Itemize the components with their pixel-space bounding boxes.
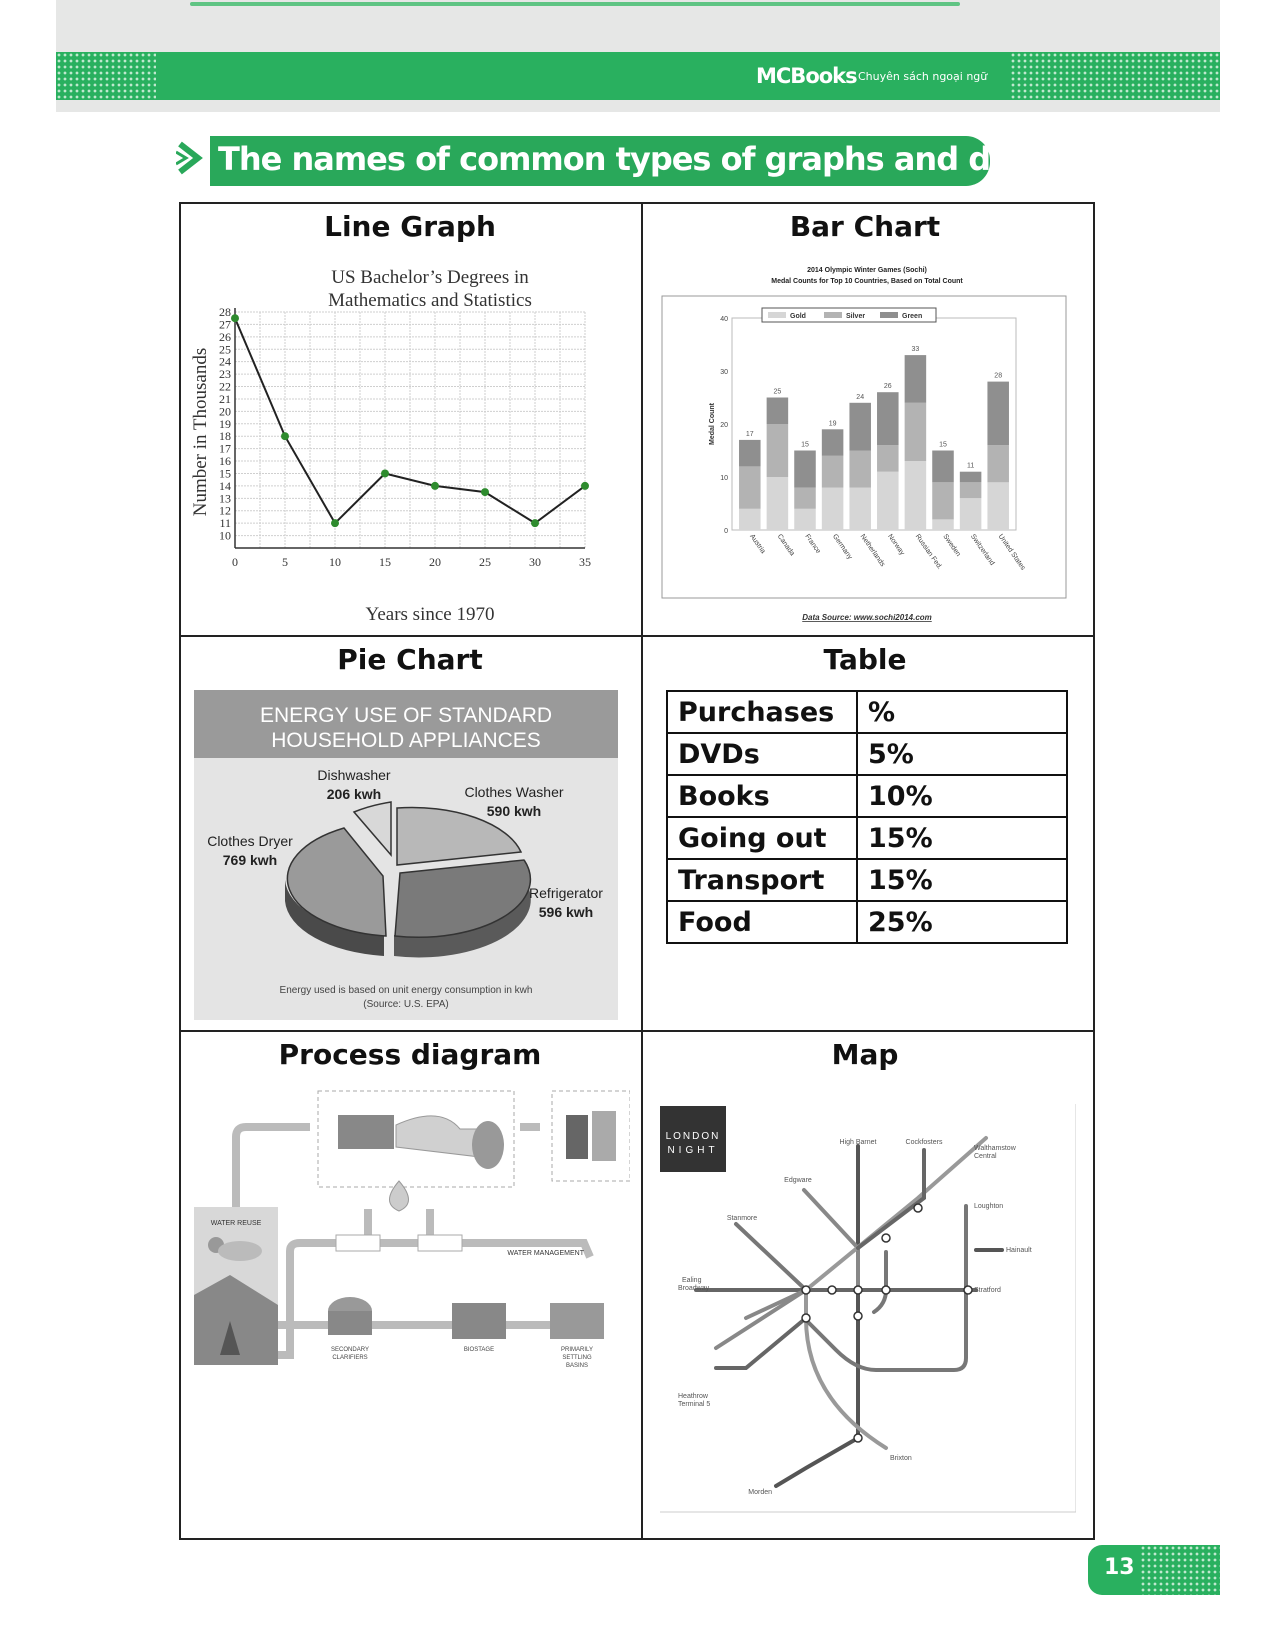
- map-logo-line-2: NIGHT: [667, 1145, 719, 1156]
- bar-segment: [932, 482, 954, 519]
- x-tick-label: 25: [479, 555, 491, 569]
- pie-value-refrigerator: 596 kwh: [538, 904, 594, 920]
- table-cell: 15%: [857, 817, 1067, 859]
- y-tick-label: 18: [219, 429, 231, 444]
- line-stanmore: [736, 1224, 806, 1290]
- legend-swatch: [880, 312, 898, 318]
- table-cell: Food: [667, 901, 857, 943]
- y-tick-label: 10: [720, 475, 728, 482]
- interchange-b: [828, 1286, 836, 1294]
- bar-segment: [739, 466, 761, 508]
- y-tick-label: 10: [219, 528, 231, 543]
- line-graph-title-2: Mathematics and Statistics: [328, 290, 532, 311]
- x-tick-label: Russian Fed.: [913, 533, 944, 571]
- legend-swatch: [768, 312, 786, 318]
- table-cell: 5%: [857, 733, 1067, 775]
- table-cell: Going out: [667, 817, 857, 859]
- cell-title-line-graph: Line Graph: [324, 210, 496, 243]
- product-box: [552, 1091, 630, 1181]
- title-chevron-icon: [176, 138, 206, 178]
- y-tick-label: 21: [219, 391, 231, 406]
- interchange-h: [914, 1204, 922, 1212]
- pie-value-clothes-dryer: 769 kwh: [222, 852, 278, 868]
- table-row: [667, 859, 1067, 901]
- bar-segment: [794, 451, 816, 488]
- station-walthamstow-2: Central: [974, 1153, 997, 1160]
- table-cell: 10%: [857, 775, 1067, 817]
- y-tick-label: 12: [219, 503, 231, 518]
- cell-title-map: Map: [831, 1038, 899, 1071]
- table-cell: Transport: [667, 859, 857, 901]
- x-tick-label: Germany: [830, 533, 854, 561]
- sensor-1: [336, 1235, 380, 1251]
- label-secondary-1: SECONDARY: [331, 1347, 369, 1353]
- bar-segment: [849, 403, 871, 451]
- data-point: [531, 519, 539, 527]
- pie-label-clothes-washer: Clothes Washer: [464, 784, 564, 800]
- brand-tagline: Chuyên sách ngoại ngữ: [858, 70, 988, 83]
- header-dot-pattern-right: [1010, 52, 1220, 100]
- data-point: [381, 469, 389, 477]
- cell-title-bar-chart: Bar Chart: [789, 210, 941, 243]
- y-tick-label: 14: [219, 478, 231, 493]
- cell-title-table: Table: [823, 643, 907, 676]
- footer-dot-pattern: [1140, 1545, 1220, 1595]
- table-row: [667, 817, 1067, 859]
- bar-total-label: 11: [966, 462, 975, 470]
- tube-map: [656, 1098, 1076, 1518]
- y-tick-label: 23: [219, 367, 231, 382]
- bar-segment: [849, 451, 871, 488]
- x-tick-label: France: [803, 533, 822, 556]
- bar-total-label: 24: [856, 393, 865, 401]
- line-graph-ylabel: Number in Thousands: [190, 347, 211, 517]
- bar-segment: [905, 355, 927, 403]
- interchange-e: [854, 1312, 862, 1320]
- y-tick-label: 22: [219, 379, 231, 394]
- data-point: [481, 488, 489, 496]
- header-dot-pattern-left: [56, 52, 156, 100]
- bar-segment: [960, 472, 982, 483]
- x-tick-label: 20: [429, 555, 441, 569]
- legend-entry: Green: [902, 313, 923, 320]
- y-tick-label: 0: [724, 528, 728, 535]
- legend-swatch: [824, 312, 842, 318]
- station-high-barnet: High Barnet: [839, 1139, 877, 1146]
- pie-label-clothes-dryer: Clothes Dryer: [207, 833, 293, 849]
- bar-segment: [987, 482, 1009, 530]
- map-interchanges: [802, 1204, 972, 1442]
- line-graph-title-1: US Bachelor’s Degrees in: [331, 267, 529, 288]
- table-header-row: [667, 691, 1067, 733]
- interchange-c: [854, 1286, 862, 1294]
- clarifier-body: [328, 1311, 372, 1335]
- station-heathrow-2: Terminal 5: [678, 1401, 711, 1408]
- product-1: [566, 1115, 588, 1159]
- interchange-i: [854, 1434, 862, 1442]
- bar-segment: [877, 392, 899, 445]
- bar-segment: [932, 451, 954, 483]
- pie-value-dishwasher: 206 kwh: [326, 786, 382, 802]
- data-point: [581, 482, 589, 490]
- station-morden: Morden: [748, 1489, 772, 1496]
- bar-total-label: 28: [994, 372, 1003, 380]
- y-tick-label: 16: [219, 454, 231, 469]
- table-cell: 25%: [857, 901, 1067, 943]
- station-cockfosters: Cockfosters: [905, 1139, 943, 1146]
- map-lines: [696, 1138, 1002, 1486]
- bar-segment: [739, 509, 761, 530]
- x-tick-label: Netherlands: [858, 533, 886, 569]
- pipe-drop: [368, 1209, 430, 1235]
- table-header-cell: %: [857, 691, 1067, 733]
- bar-segment: [987, 445, 1009, 482]
- legend-entry: Silver: [846, 313, 866, 320]
- y-tick-label: 30: [720, 369, 728, 376]
- factory-machine: [338, 1115, 394, 1149]
- bar-segment: [767, 424, 789, 477]
- station-ealing-2: Broadway: [678, 1285, 710, 1292]
- x-tick-label: 30: [529, 555, 541, 569]
- legend-entry: Gold: [790, 313, 806, 320]
- x-tick-label: 15: [379, 555, 391, 569]
- sensor-2: [418, 1235, 462, 1251]
- table-row: [667, 901, 1067, 943]
- cell-title-process: Process diagram: [278, 1038, 542, 1071]
- x-tick-label: 0: [232, 555, 238, 569]
- bar-chart-title: 2014 Olympic Winter Games (Sochi): [807, 267, 927, 274]
- bar-segment: [767, 398, 789, 425]
- pipe-loop: [270, 1243, 590, 1355]
- bar-segment: [822, 456, 844, 488]
- x-tick-label: 5: [282, 555, 288, 569]
- bar-segment: [767, 477, 789, 530]
- station-brixton: Brixton: [890, 1455, 912, 1462]
- label-secondary-2: CLARIFIERS: [332, 1355, 368, 1361]
- line-piccadilly: [874, 1252, 886, 1312]
- interchange-stratford: [964, 1286, 972, 1294]
- data-point: [231, 314, 239, 322]
- table-header-cell: Purchases: [667, 691, 857, 733]
- station-edgware: Edgware: [784, 1177, 812, 1184]
- y-tick-label: 27: [219, 317, 231, 332]
- station-walthamstow-1: Walthamstow: [974, 1145, 1016, 1152]
- pie-label-dishwasher: Dishwasher: [317, 767, 391, 783]
- factory-roll: [472, 1121, 504, 1169]
- cloud-icon: [218, 1241, 262, 1261]
- x-tick-label: Switzerland: [968, 533, 996, 567]
- water-drop-icon: [390, 1181, 409, 1211]
- interchange-f: [802, 1314, 810, 1322]
- page-number: 13: [1104, 1555, 1135, 1580]
- y-tick-label: 13: [219, 491, 231, 506]
- grid-divider-vertical: [641, 202, 643, 1540]
- y-tick-label: 40: [720, 316, 728, 323]
- x-tick-label: Sweden: [941, 533, 962, 558]
- y-tick-label: 17: [219, 441, 231, 456]
- y-tick-label: 20: [219, 404, 231, 419]
- bar-total-label: 19: [828, 420, 837, 428]
- x-tick-label: United States: [996, 533, 1027, 572]
- bar-total-label: 33: [911, 346, 920, 354]
- bar-segment: [932, 519, 954, 530]
- x-tick-label: Canada: [775, 533, 796, 558]
- station-heathrow-1: Heathrow: [678, 1393, 708, 1400]
- biostage-icon: [452, 1303, 506, 1339]
- x-tick-label: 35: [579, 555, 591, 569]
- line-graph-xlabel: Years since 1970: [365, 604, 495, 625]
- product-2: [592, 1111, 616, 1161]
- line-graph: [190, 256, 630, 626]
- station-ealing-1: Ealing: [682, 1277, 702, 1284]
- label-primary-3: BASINS: [565, 1363, 589, 1369]
- factory-paper: [396, 1116, 480, 1157]
- bar-segment: [794, 488, 816, 509]
- pie-label-refrigerator: Refrigerator: [529, 885, 603, 901]
- label-primary-2: SETTLING: [562, 1355, 592, 1361]
- bar-segment: [905, 403, 927, 461]
- label-water-management: WATER MANAGEMENT: [507, 1250, 584, 1257]
- table-row: [667, 733, 1067, 775]
- bar-segment: [877, 445, 899, 472]
- bar-total-label: 17: [745, 430, 754, 438]
- line-branch: [746, 1190, 858, 1318]
- purchases-table: [666, 690, 1068, 944]
- bar-total-label: 15: [939, 441, 947, 449]
- y-tick-label: 11: [219, 516, 231, 531]
- data-point: [281, 432, 289, 440]
- bar-segment: [794, 509, 816, 530]
- map-logo-line-1: LONDON: [665, 1131, 721, 1142]
- line-graph-grid: [235, 312, 585, 548]
- y-tick-label: 15: [219, 466, 231, 481]
- y-tick-label: 25: [219, 342, 231, 357]
- y-tick-label: 24: [219, 354, 231, 369]
- bar-total-label: 15: [801, 441, 809, 449]
- pie-chart: [194, 690, 618, 1020]
- table-cell: DVDs: [667, 733, 857, 775]
- pie-title-1: ENERGY USE OF STANDARD: [259, 704, 553, 727]
- table-row: [667, 775, 1067, 817]
- x-tick-label: Austria: [748, 533, 767, 556]
- bar-segment: [739, 440, 761, 467]
- line-heathrow: [716, 1318, 806, 1368]
- line-morden: [776, 1438, 858, 1486]
- label-primary-1: PRIMARILY: [561, 1347, 593, 1353]
- y-tick-label: 20: [720, 422, 728, 429]
- grid-divider-row1: [179, 635, 1095, 637]
- bar-segment: [877, 472, 899, 530]
- table-cell: 15%: [857, 859, 1067, 901]
- label-water-reuse: WATER REUSE: [210, 1220, 262, 1227]
- label-biostage: BIOSTAGE: [463, 1347, 495, 1353]
- y-tick-label: 28: [219, 305, 231, 319]
- station-loughton: Loughton: [974, 1203, 1004, 1210]
- grid-divider-row2: [179, 1030, 1095, 1032]
- interchange-a: [802, 1286, 810, 1294]
- bar-segment: [822, 429, 844, 456]
- pie-footnote-1: Energy used is based on unit energy consumption in kwh: [279, 985, 533, 996]
- bar-chart: [652, 262, 1082, 630]
- line-west: [716, 1290, 806, 1348]
- y-tick-label: 19: [219, 416, 231, 431]
- bar-segment: [960, 482, 982, 498]
- table-cell: Books: [667, 775, 857, 817]
- x-tick-label: 10: [329, 555, 341, 569]
- bar-chart-legend: [762, 308, 936, 322]
- bar-segment: [905, 461, 927, 530]
- x-tick-label: Norway: [886, 533, 906, 557]
- header-accent-line: [190, 2, 960, 6]
- cell-title-pie-chart: Pie Chart: [337, 643, 483, 676]
- bar-chart-subtitle: Medal Counts for Top 10 Countries, Based on Total Count: [771, 278, 963, 285]
- process-pipes: [236, 1127, 590, 1355]
- interchange-g: [882, 1234, 890, 1242]
- station-stanmore: Stanmore: [726, 1215, 758, 1222]
- pie-footnote-2: (Source: U.S. EPA): [363, 999, 449, 1010]
- bar-total-label: 25: [773, 388, 782, 396]
- y-tick-label: 26: [219, 329, 231, 344]
- process-diagram: [190, 1085, 630, 1385]
- bar-segment: [960, 498, 982, 530]
- interchange-d: [882, 1286, 890, 1294]
- bar-segment: [822, 488, 844, 530]
- data-point: [331, 519, 339, 527]
- station-hainault: Hainault: [1006, 1247, 1032, 1254]
- bar-chart-ylabel: Medal Count: [709, 403, 716, 445]
- bar-total-label: 26: [883, 383, 892, 391]
- basin-icon: [550, 1303, 604, 1339]
- pie-title-2: HOUSEHOLD APPLIANCES: [271, 729, 541, 752]
- page-title: The names of common types of graphs and diagrams: [218, 140, 1129, 178]
- pie-value-clothes-washer: 590 kwh: [486, 803, 542, 819]
- bar-chart-source: Data Source: www.sochi2014.com: [802, 613, 932, 622]
- station-stratford: Stratford: [974, 1287, 1001, 1294]
- data-point: [431, 482, 439, 490]
- bar-segment: [849, 488, 871, 530]
- brand-logo: MCBooks: [756, 64, 857, 88]
- bar-segment: [987, 382, 1009, 446]
